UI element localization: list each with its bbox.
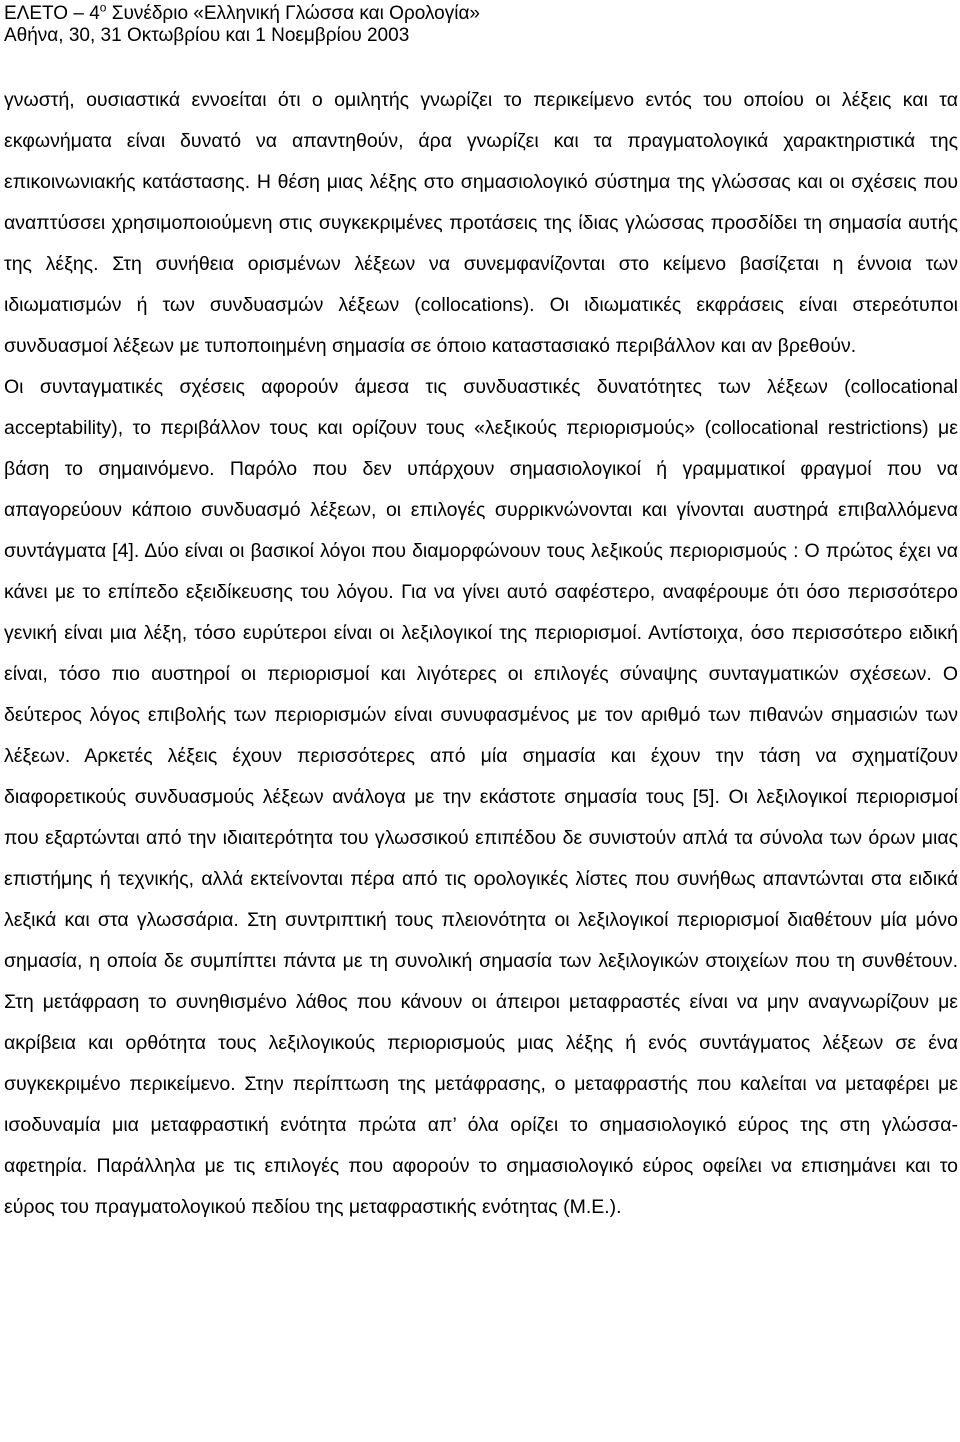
conference-title-suffix: Συνέδριο «Ελληνική Γλώσσα και Ορολογία» bbox=[106, 3, 481, 24]
page-header bbox=[4, 0, 481, 47]
ordinal-superscript: ο bbox=[99, 0, 107, 15]
conference-title-prefix: ΕΛΕΤΟ – 4 bbox=[4, 3, 100, 24]
document-body bbox=[4, 80, 958, 1228]
conference-title bbox=[4, 0, 481, 25]
paragraph: γνωστή, ουσιαστικά εννοείται ότι ο ομιλητής γνωρίζει το περικείμενο εντός του οποίου οι λέξεις και τα εκφωνήματα είναι δυνατό να απαντηθούν, άρα γνωρίζει και τα πραγματολογικά χαρακτηριστικά της επικοινωνιακής κατάστασης. Η θέση μιας λέξης στο σημασιολογικό σύστημα της γλώσσας και οι σχέσεις που αναπτύσσει χρησιμοποιούμενη στις συγκεκριμένες προτάσεις της ίδιας γλώσσας προσδίδει τη σημασία αυτής της λέξης. Στη συνήθεια ορισμένων λέξεων να συνεμφανίζονται στο κείμενο βασίζεται η έννοια των ιδιωματισμών ή των συνδυασμών λέξεων (collocations). Οι ιδιωματικές εκφράσεις είναι στερεότυποι συνδυασμοί λέξεων με τυποποιημένη σημασία σε όποιο καταστασιακό περιβάλλον και αν βρεθούν. bbox=[4, 89, 958, 357]
conference-dates: Αθήνα, 30, 31 Οκτωβρίου και 1 Νοεμβρίου 2003 bbox=[4, 25, 410, 46]
paragraph: Οι συνταγματικές σχέσεις αφορούν άμεσα τις συνδυαστικές δυνατότητες των λέξεων (collocational acceptability), το περιβάλλον τους και ορίζουν τους «λεξικούς περιορισμούς» (collocational restrictions) με βάση το σημαινόμενο. Παρόλο που δεν υπάρχουν σημασιολογικοί ή γραμματικοί φραγμοί που να απαγορεύουν κάποιο συνδυασμό λέξεων, οι επιλογές συρρικνώνονται και γίνονται αυστηρά επιβαλλόμενα συντάγματα [4]. Δύο είναι οι βασικοί λόγοι που διαμορφώνουν τους λεξικούς περιορισμούς : Ο πρώτος έχει να κάνει με το επίπεδο εξειδίκευσης του λόγου. Για να γίνει αυτό σαφέστερο, αναφέρουμε ότι όσο περισσότερο γενική είναι μια λέξη, τόσο ευρύτεροι είναι οι λεξιλογικοί της περιορισμοί. Αντίστοιχα, όσο περισσότερο ειδική είναι, τόσο πιο αυστηροί οι περιορισμοί και λιγότερες οι επιλογές σύναψης συνταγματικών σχέσεων. Ο δεύτερος λόγος επιβολής των περιορισμών είναι συνυφασμένος με τον αριθμό των πιθανών σημασιών των λέξεων. Αρκετές λέξεις έχουν περισσότερες από μία σημασία και έχουν την τάση να σχηματίζουν διαφορετικούς συνδυασμούς λέξεων ανάλογα με την εκάστοτε σημασία τους [5]. Οι λεξιλογικοί περιορισμοί που εξαρτώνται από την ιδιαιτερότητα του γλωσσικού επιπέδου δε συνιστούν απλά τα σύνολα των όρων μιας επιστήμης ή τεχνικής, αλλά εκτείνονται πέρα από τις ορολογικές λίστες που συνήθως απαντώνται στα ειδικά λεξικά και στα γλωσσάρια. Στη συντριπτική τους πλειονότητα οι λεξιλογικοί περιορισμοί διαθέτουν μία μόνο σημασία, η οποία δε συμπίπτει πάντα με τη συνολική σημασία των λεξιλογικών στοιχείων που τη συνθέτουν. Στη μετάφραση το συνηθισμένο λάθος που κάνουν οι άπειροι μεταφραστές είναι να μην αναγνωρίζουν με ακρίβεια και ορθότητα τους λεξιλογικούς περιορισμούς μιας λέξης ή ενός συντάγματος λέξεων σε ένα συγκεκριμένο περικείμενο. Στην περίπτωση της μετάφρασης, ο μεταφραστής που καλείται να μεταφέρει με ισοδυναμία μια μεταφραστική ενότητα πρώτα απ’ όλα ορίζει το σημασιολογικό εύρος της στη γλώσσα-αφετηρία. Παράλληλα με τις επιλογές που αφορούν το σημασιολογικό εύρος οφείλει να επισημάνει και το εύρος του πραγματολογικού πεδίου της μεταφραστικής ενότητας (Μ.Ε.). bbox=[4, 376, 958, 1218]
